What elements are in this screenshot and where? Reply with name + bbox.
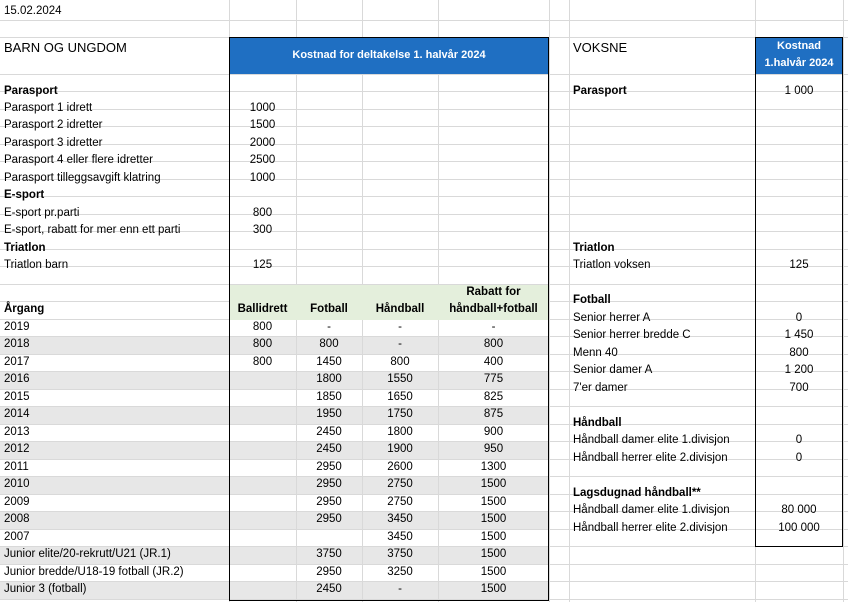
esport-value[interactable]: 300: [252, 224, 273, 236]
youth-title[interactable]: BARN OG UNGDOM: [4, 40, 127, 55]
table-row-value[interactable]: 2950: [316, 461, 342, 473]
parasport-label[interactable]: Parasport tilleggsavgift klatring: [4, 172, 161, 184]
table-row-value[interactable]: 1900: [387, 443, 413, 455]
table-row-value[interactable]: 950: [483, 443, 504, 455]
table-row-value[interactable]: 1500: [480, 496, 507, 508]
table-row-value[interactable]: 800: [252, 356, 273, 368]
table-row-value[interactable]: 2950: [316, 478, 342, 490]
esport-value[interactable]: 800: [252, 207, 273, 219]
table-row-value[interactable]: 2950: [316, 566, 342, 578]
table-row-year[interactable]: 2009: [4, 496, 30, 508]
table-row-value[interactable]: 2950: [316, 496, 342, 508]
adult-fotball-value[interactable]: 700: [789, 382, 809, 394]
table-row-value[interactable]: 3750: [316, 548, 342, 560]
table-row-value[interactable]: -: [491, 321, 496, 333]
table-row-value[interactable]: 3750: [387, 548, 413, 560]
parasport-heading[interactable]: Parasport: [4, 85, 58, 97]
table-row-value[interactable]: 1500: [480, 513, 507, 525]
table-row-value[interactable]: 1800: [387, 426, 413, 438]
adult-triatlon-label[interactable]: Triatlon voksen: [573, 259, 651, 271]
esport-label[interactable]: E-sport pr.parti: [4, 207, 80, 219]
adult-handball-label[interactable]: Håndball herrer elite 2.divisjon: [573, 452, 728, 464]
table-row-value[interactable]: 1750: [387, 408, 413, 420]
adult-title[interactable]: VOKSNE: [573, 40, 628, 55]
adult-triatlon-value[interactable]: 125: [789, 259, 809, 271]
table-row-value[interactable]: -: [398, 321, 402, 333]
table-row-year[interactable]: 2017: [4, 356, 30, 368]
adult-fotball-value[interactable]: 0: [795, 312, 803, 324]
table-row-value[interactable]: 1450: [316, 356, 342, 368]
parasport-label[interactable]: Parasport 3 idretter: [4, 137, 103, 149]
adult-lagsdugnad-label[interactable]: Håndball herrer elite 2.divisjon: [573, 522, 728, 534]
table-row-year[interactable]: Junior 3 (fotball): [4, 583, 87, 595]
adult-lagsdugnad-value[interactable]: 80 000: [781, 504, 817, 516]
table-row-year[interactable]: 2019: [4, 321, 30, 333]
table-row-value[interactable]: 2950: [316, 513, 342, 525]
adult-fotball-label[interactable]: Menn 40: [573, 347, 618, 359]
table-row-year[interactable]: 2018: [4, 338, 30, 350]
col-ballidrett[interactable]: Ballidrett: [237, 303, 288, 315]
esport-heading[interactable]: E-sport: [4, 189, 45, 201]
adult-fotball-value[interactable]: 800: [789, 347, 809, 359]
table-row-value[interactable]: 2750: [387, 496, 413, 508]
table-row-year[interactable]: 2010: [4, 478, 30, 490]
table-row-value[interactable]: 1850: [316, 391, 342, 403]
table-row-value[interactable]: 1500: [480, 566, 507, 578]
table-row-value[interactable]: 1550: [387, 373, 413, 385]
table-row-year[interactable]: Junior bredde/U18-19 fotball (JR.2): [4, 566, 184, 578]
parasport-value[interactable]: 2000: [249, 137, 276, 149]
table-row-value[interactable]: 1300: [480, 461, 507, 473]
table-row-value[interactable]: 2450: [316, 426, 342, 438]
adult-fotball-value[interactable]: 1 200: [784, 364, 814, 376]
col-rabatt-line1[interactable]: Rabatt for: [466, 286, 521, 298]
table-row-year[interactable]: 2014: [4, 408, 30, 420]
adult-fotball-heading[interactable]: Fotball: [573, 294, 611, 306]
table-row-value[interactable]: 1500: [480, 531, 507, 543]
table-row-year[interactable]: 2011: [4, 461, 29, 473]
adult-fotball-value[interactable]: 1 450: [784, 329, 814, 341]
adult-handball-label[interactable]: Håndball damer elite 1.divisjon: [573, 434, 730, 446]
parasport-label[interactable]: Parasport 4 eller flere idretter: [4, 154, 153, 166]
table-row-value[interactable]: 3450: [387, 531, 413, 543]
adult-triatlon-heading[interactable]: Triatlon: [573, 242, 615, 254]
adult-lagsdugnad-value[interactable]: 100 000: [778, 522, 820, 534]
table-row-value[interactable]: 2750: [387, 478, 413, 490]
table-row-value[interactable]: 1500: [480, 583, 507, 595]
parasport-value[interactable]: 2500: [249, 154, 276, 166]
adult-fotball-label[interactable]: Senior damer A: [573, 364, 653, 376]
table-row-value[interactable]: 400: [483, 356, 504, 368]
adult-fotball-label[interactable]: Senior herrer A: [573, 312, 651, 324]
col-handball[interactable]: Håndball: [375, 303, 425, 315]
table-row-value[interactable]: 2450: [316, 443, 342, 455]
table-row-value[interactable]: 900: [483, 426, 504, 438]
table-row-value[interactable]: 800: [319, 338, 339, 350]
youth-cost-header[interactable]: Kostnad for deltakelse 1. halvår 2024: [229, 37, 549, 74]
table-row-value[interactable]: 800: [252, 321, 273, 333]
parasport-value[interactable]: 1500: [249, 119, 276, 131]
adult-cost-frame: [755, 37, 843, 547]
table-row-value[interactable]: 3250: [387, 566, 413, 578]
date-cell[interactable]: 15.02.2024: [4, 5, 62, 17]
table-row-value[interactable]: 2600: [387, 461, 413, 473]
table-row-value[interactable]: -: [398, 338, 402, 350]
table-row-year[interactable]: 2008: [4, 513, 30, 525]
table-row-value[interactable]: 2450: [316, 583, 342, 595]
row-gridline: [0, 20, 848, 21]
table-row-year[interactable]: Junior elite/20-rekrutt/U21 (JR.1): [4, 548, 171, 560]
adult-parasport-heading[interactable]: Parasport: [573, 85, 627, 97]
adult-lagsdugnad-label[interactable]: Håndball damer elite 1.divisjon: [573, 504, 730, 516]
parasport-value[interactable]: 1000: [249, 172, 276, 184]
table-row-value[interactable]: 825: [483, 391, 504, 403]
triatlon-label[interactable]: Triatlon barn: [4, 259, 69, 271]
table-row-year[interactable]: 2015: [4, 391, 30, 403]
table-row-value[interactable]: 1500: [480, 548, 507, 560]
adult-fotball-label[interactable]: 7'er damer: [573, 382, 628, 394]
table-row-value[interactable]: 800: [390, 356, 410, 368]
triatlon-value[interactable]: 125: [252, 259, 273, 271]
adult-cost-header-line2: 1.halvår 2024: [764, 57, 834, 69]
table-row-year[interactable]: 2013: [4, 426, 30, 438]
table-row-value[interactable]: 800: [483, 338, 504, 350]
parasport-label[interactable]: Parasport 2 idretter: [4, 119, 103, 131]
table-row-value[interactable]: 875: [483, 408, 504, 420]
table-row-year[interactable]: 2016: [4, 373, 30, 385]
table-row-value[interactable]: 1950: [316, 408, 342, 420]
col-rabatt-line2[interactable]: håndball+fotball: [449, 303, 538, 315]
table-row-value[interactable]: -: [327, 321, 331, 333]
table-row-year[interactable]: 2012: [4, 443, 30, 455]
triatlon-heading[interactable]: Triatlon: [4, 242, 46, 254]
table-row-year[interactable]: 2007: [4, 531, 30, 543]
table-row-value[interactable]: 1650: [387, 391, 413, 403]
adult-fotball-label[interactable]: Senior herrer bredde C: [573, 329, 691, 341]
adult-parasport-value[interactable]: 1 000: [784, 85, 814, 97]
adult-lagsdugnad-heading[interactable]: Lagsdugnad håndball**: [573, 487, 701, 499]
table-row-value[interactable]: 1500: [480, 478, 507, 490]
adult-handball-value[interactable]: 0: [795, 434, 803, 446]
esport-label[interactable]: E-sport, rabatt for mer enn ett parti: [4, 224, 181, 236]
col-fotball[interactable]: Fotball: [310, 303, 348, 315]
table-row-value[interactable]: 775: [483, 373, 504, 385]
table-row-value[interactable]: -: [398, 583, 402, 595]
adult-cost-header-line1: Kostnad: [777, 40, 821, 52]
table-row-value[interactable]: 3450: [387, 513, 413, 525]
parasport-label[interactable]: Parasport 1 idrett: [4, 102, 93, 114]
adult-handball-value[interactable]: 0: [795, 452, 803, 464]
year-header[interactable]: Årgang: [4, 303, 45, 315]
adult-handball-heading[interactable]: Håndball: [573, 417, 622, 429]
table-row-value[interactable]: 800: [252, 338, 273, 350]
table-row-value[interactable]: 1800: [316, 373, 342, 385]
parasport-value[interactable]: 1000: [249, 102, 276, 114]
